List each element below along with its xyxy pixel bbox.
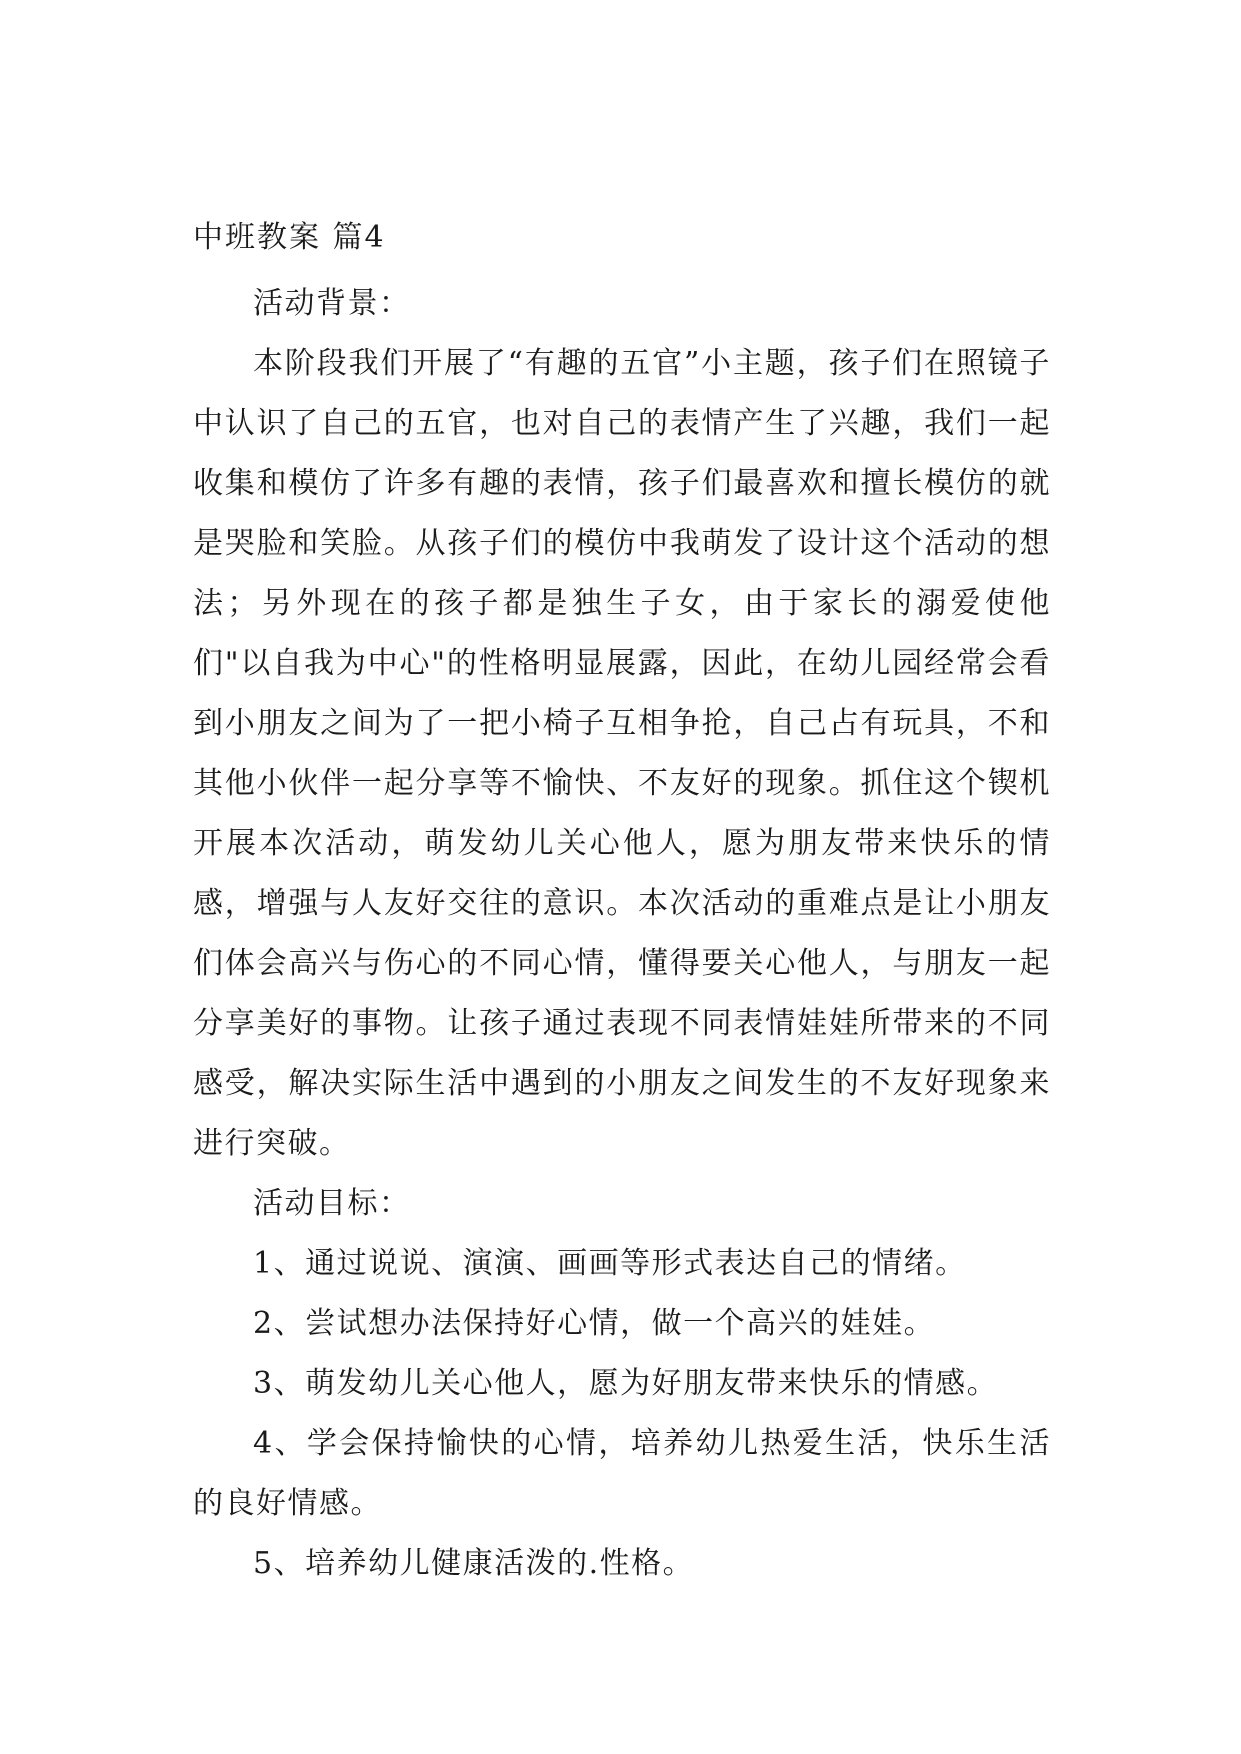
goal-item-1: 1、通过说说、演演、画画等形式表达自己的情绪。 — [253, 1246, 967, 1281]
section-heading-goals: 活动目标： — [253, 1186, 411, 1221]
section-heading-background: 活动背景： — [253, 286, 411, 321]
background-paragraph: 本阶段我们开展了“有趣的五官”小主题，孩子们在照镜子中认识了自己的五官，也对自己的表情产生了兴趣，我们一起收集和模仿了许多有趣的表情，孩子们最喜欢和擅长模仿的就是哭脸和笑脸。从孩子们的模仿中我萌发了设计这个活动的想法；另外现在的孩子都是独生子女，由于家长的溺爱使他们"以自我为中心"的性格明显展露，因此，在幼儿园经常会看到小朋友之间为了一把小椅子互相争抢，自己占有玩具，不和其他小伙伴一起分享等不愉快、不友好的现象。抓住这个锲机开展本次活动，萌发幼儿关心他人，愿为朋友带来快乐的情感，增强与人友好交往的意识。本次活动的重难点是让小朋友们体会高兴与伤心的不同心情，懂得要关心他人，与朋友一起分享美好的事物。让孩子通过表现不同表情娃娃所带来的不同感受，解决实际生活中遇到的小朋友之间发生的不友好现象来进行突破。 — [193, 346, 1051, 1161]
document-title: 中班教案 篇4 — [193, 220, 386, 255]
goal-item-2: 2、尝试想办法保持好心情，做一个高兴的娃娃。 — [253, 1306, 936, 1341]
goal-item-4: 4、学会保持愉快的心情，培养幼儿热爱生活，快乐生活的良好情感。 — [193, 1426, 1051, 1521]
document-body — [193, 218, 1051, 1594]
goal-item-3: 3、萌发幼儿关心他人，愿为好朋友带来快乐的情感。 — [253, 1366, 999, 1401]
goal-item-5: 5、培养幼儿健康活泼的.性格。 — [253, 1546, 695, 1581]
